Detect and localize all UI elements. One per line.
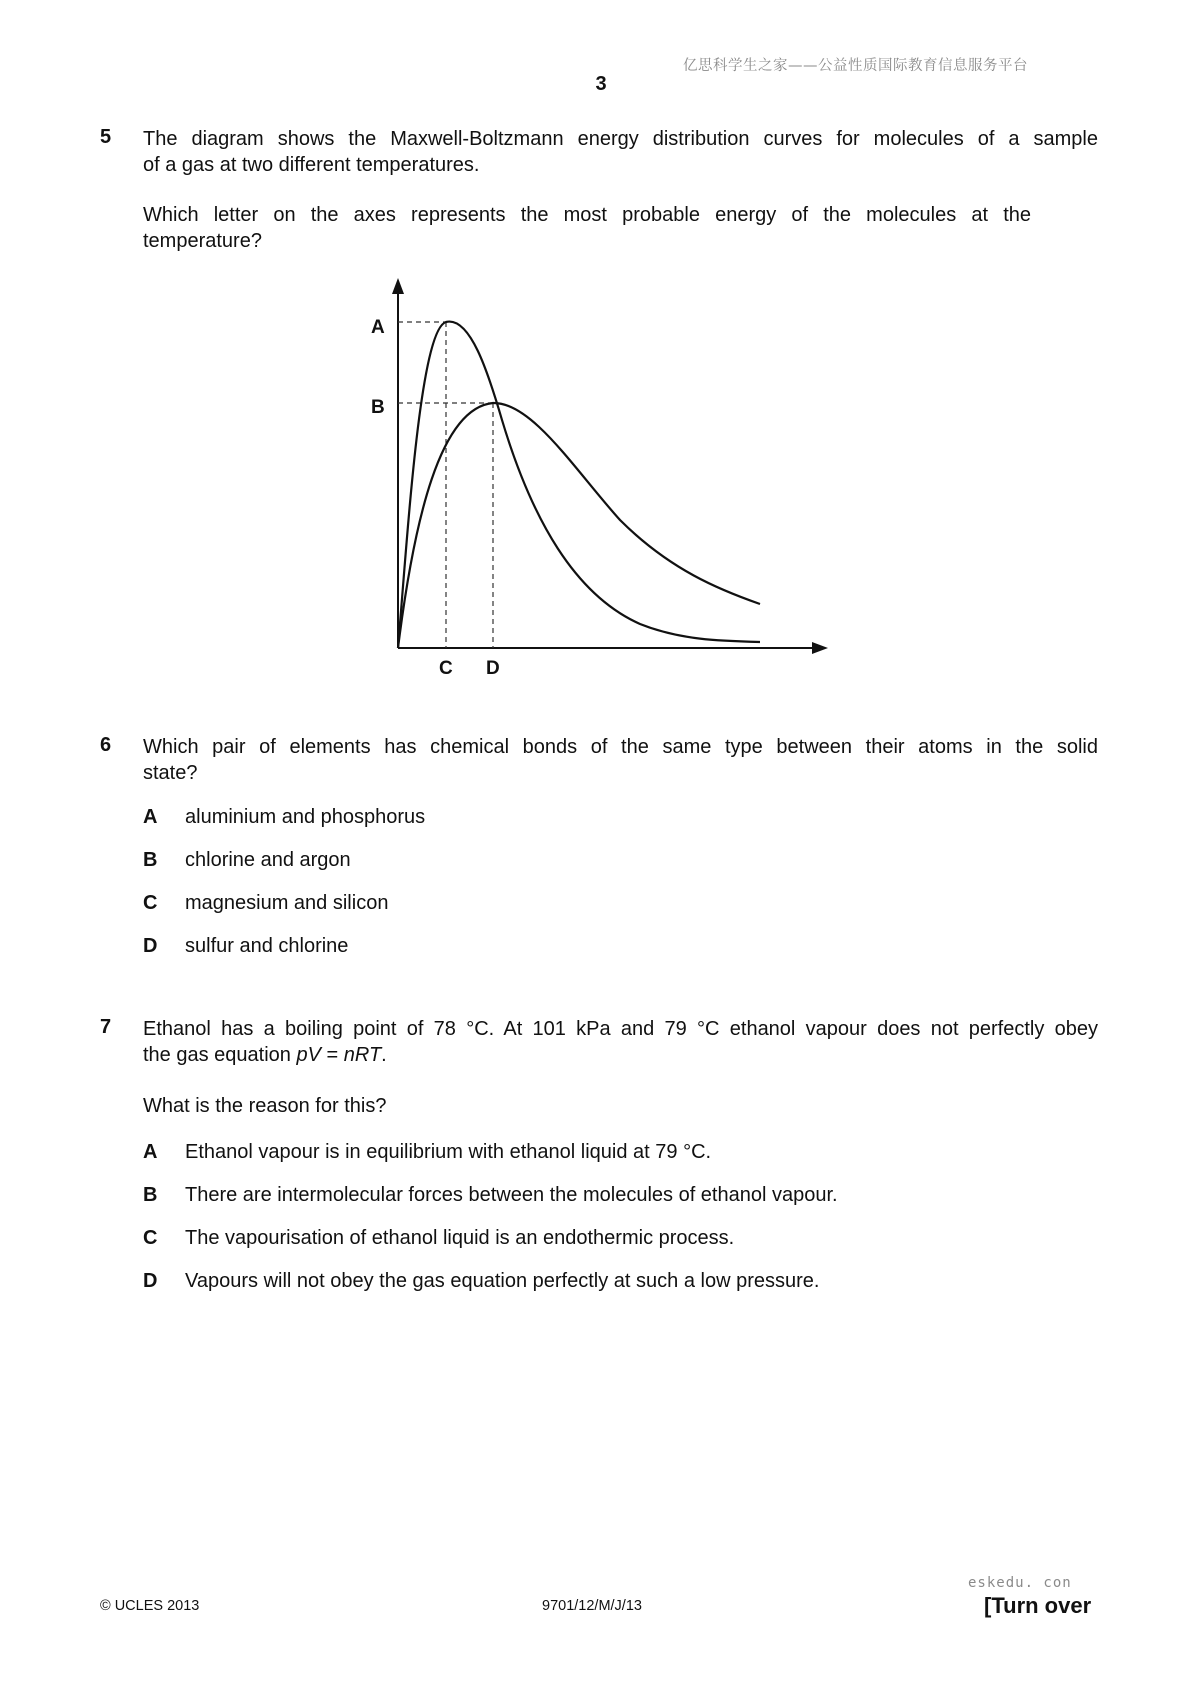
option-letter-d: D <box>143 1270 158 1292</box>
question-text: Which pair of elements has chemical bonds of the same type between their atoms in the solid <box>143 736 1098 758</box>
question-prompt: temperature? <box>143 230 262 252</box>
footer-paper-code: 9701/12/M/J/13 <box>542 1598 642 1614</box>
question-text: The diagram shows the Maxwell-Boltzmann energy distribution curves for molecules of a sample <box>143 128 1098 150</box>
option-text-d: Vapours will not obey the gas equation perfectly at such a low pressure. <box>185 1270 820 1292</box>
option-letter-b: B <box>143 849 158 871</box>
gas-equation-prefix: the gas equation <box>143 1044 297 1066</box>
footer-watermark: eskedu. con <box>968 1575 1072 1591</box>
option-letter-c: C <box>143 1227 158 1249</box>
option-text-d: sulfur and chlorine <box>185 935 349 957</box>
option-letter-d: D <box>143 935 158 957</box>
question-text: state? <box>143 762 198 784</box>
option-letter-a: A <box>143 1141 158 1163</box>
footer-copyright: © UCLES 2013 <box>100 1598 200 1614</box>
question-number: 5 <box>100 126 112 148</box>
option-text-b: chlorine and argon <box>185 849 351 871</box>
curve-low-temperature <box>398 322 760 648</box>
header-watermark: 亿思科学生之家——公益性质国际教育信息服务平台 <box>683 58 1028 74</box>
option-text-c: The vapourisation of ethanol liquid is an endothermic process. <box>185 1227 735 1249</box>
page-number: 3 <box>595 73 607 95</box>
label-b: B <box>371 397 385 418</box>
label-c: C <box>439 658 453 679</box>
turn-over-label: [Turn over <box>984 1593 1092 1618</box>
y-axis-arrow-icon <box>392 278 404 294</box>
question-number: 6 <box>100 734 112 756</box>
option-letter-a: A <box>143 806 158 828</box>
question-text: of a gas at two different temperatures. <box>143 154 480 176</box>
option-letter-c: C <box>143 892 158 914</box>
option-text-b: There are intermolecular forces between the molecules of ethanol vapour. <box>185 1184 838 1206</box>
gas-equation-nrt: nRT <box>343 1044 382 1066</box>
option-text-a: aluminium and phosphorus <box>185 806 426 828</box>
question-number: 7 <box>100 1016 112 1038</box>
option-text-a: Ethanol vapour is in equilibrium with ethanol liquid at 79 °C. <box>185 1141 712 1163</box>
gas-equation-period: . <box>381 1044 387 1066</box>
x-axis-arrow-icon <box>812 642 828 654</box>
question-prompt: What is the reason for this? <box>143 1095 387 1117</box>
maxwell-boltzmann-diagram <box>0 0 1190 700</box>
curve-high-temperature <box>398 403 760 648</box>
label-a: A <box>371 317 385 338</box>
question-text: Ethanol has a boiling point of 78 °C. At 101 kPa and 79 °C ethanol vapour does not perfectly obey <box>143 1018 1098 1040</box>
gas-equation-pv: pV <box>296 1044 321 1066</box>
option-letter-b: B <box>143 1184 158 1206</box>
gas-equation-equals: = <box>320 1044 344 1066</box>
label-d: D <box>486 658 500 679</box>
option-text-c: magnesium and silicon <box>185 892 389 914</box>
question-prompt: Which letter on the axes represents the most probable energy of the molecules at the <box>143 204 1031 226</box>
question-text <box>143 1042 387 1068</box>
